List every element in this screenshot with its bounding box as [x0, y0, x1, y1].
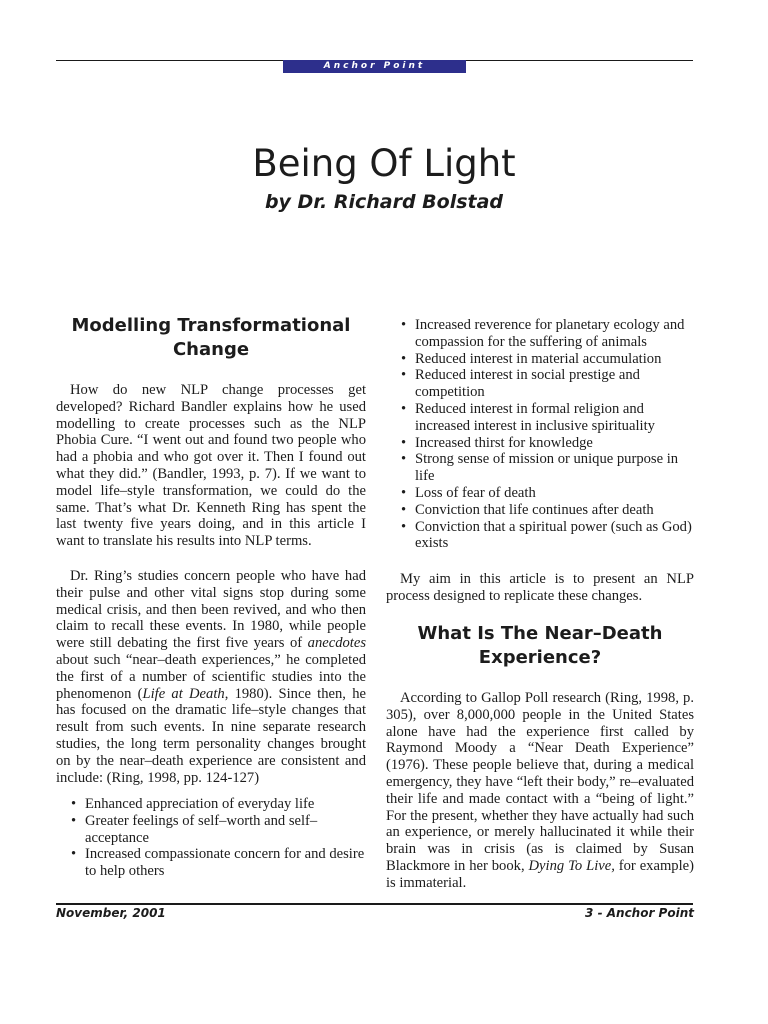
right-paragraph-near-death	[386, 690, 694, 892]
list-item-text: Increased reverence for planetary ecology and compassion for the suffering of animals	[415, 317, 685, 350]
paragraph2-part-a: Dr. Ring’s studies concern people who have had their pulse and other vital signs stop during some medical crisis, and then been revived, and who then claim to recall these events. In 1980, while people were still debating the first five years of	[56, 568, 366, 652]
near-death-paragraph-part-b: for example) is immaterial.	[386, 857, 694, 891]
list-item	[70, 813, 366, 847]
left-paragraph-2	[56, 568, 366, 786]
near-death-paragraph-part-a: According to Gallop Poll research (Ring, 1998, p. 305), over 8,000,000 people in the United States alone have had the experience first called by Raymond Moody a “Near Death Experience” (1976). These people believe that, during a medical emergency, they have “left their body,” re–evaluated their life and made contact with a “being of light.” For the present, whether they have actually had such an experience, or merely hallucinated it while their brain was in crisis (as is claimed by Susan Blackmore in her book,	[386, 690, 694, 874]
list-item-text: Reduced interest in social prestige and competition	[415, 367, 640, 401]
right-bullet-list	[400, 317, 694, 552]
bullet-icon: •	[401, 501, 407, 518]
list-item-text: Increased compassionate concern for and desire to help others	[85, 846, 365, 880]
list-item	[400, 485, 694, 502]
footer-rule	[56, 903, 693, 905]
footer-page-label: 3 - Anchor Point	[585, 906, 694, 920]
bullet-icon: •	[401, 484, 407, 501]
right-section-heading: What Is The Near–Death Experience?	[417, 623, 663, 668]
list-item	[400, 317, 694, 351]
list-item	[400, 451, 694, 485]
list-item-text: Increased thirst for knowledge	[415, 434, 593, 451]
list-item	[70, 796, 366, 813]
list-item	[400, 367, 694, 401]
list-item-text: Conviction that a spiritual power (such as God) exists	[415, 518, 692, 552]
list-item	[400, 401, 694, 435]
paragraph2-book-life-at-death: Life at Death	[142, 685, 225, 702]
list-item	[400, 435, 694, 452]
list-item-text: Reduced interest in material accumulation	[415, 350, 662, 367]
list-item-text: Greater feelings of self–worth and self–acceptance	[85, 812, 318, 846]
bullet-icon: •	[401, 518, 407, 535]
paragraph2-anecdotes: anecdotes	[307, 635, 366, 652]
list-item-text: Enhanced appreciation of everyday life	[85, 796, 315, 812]
list-item-text: Reduced interest in formal religion and increased interest in inclusive spirituality	[415, 400, 655, 434]
bullet-icon: •	[401, 400, 407, 417]
list-item-text: Conviction that life continues after death	[415, 501, 654, 518]
right-aim-paragraph: My aim in this article is to present an NLP process designed to replicate these changes.	[386, 571, 694, 604]
bullet-icon: •	[401, 367, 407, 384]
bullet-icon: •	[71, 812, 77, 829]
bullet-icon: •	[401, 317, 407, 333]
bullet-icon: •	[71, 796, 77, 812]
footer-date: November, 2001	[56, 906, 166, 920]
list-item-text: Loss of fear of death	[415, 484, 536, 501]
paragraph2-part-c: , 1980). Since then, he has focused on the dramatic life–style changes that result from such events. In nine separate research studies, the long term personality changes brought on by the near–death experience are consistent and include: (Ring, 1998, pp. 124-127)	[56, 685, 366, 786]
bullet-icon: •	[401, 350, 407, 367]
article-title: Being Of Light	[252, 142, 516, 185]
list-item	[70, 846, 366, 880]
list-item-text: Strong sense of mission or unique purpose in life	[415, 451, 679, 485]
bullet-icon: •	[401, 451, 407, 468]
book-title-dying-to-live: Dying To Live,	[528, 857, 615, 874]
bullet-icon: •	[401, 434, 407, 451]
article-byline: by Dr. Richard Bolstad	[264, 191, 504, 213]
left-section-heading: Modelling Transformational Change	[71, 315, 351, 360]
list-item	[400, 351, 694, 368]
left-paragraph-1: How do new NLP change processes get developed? Richard Bandler explains how he used modelling to create processes such as the NLP Phobia Cure. “I went out and found two people who had a phobia and who got over it. Then I found out what they did.” (Bandler, 1993, p. 7). If we want to model life–style transformation, we could do the same. That’s what Dr. Kenneth Ring has spent the last twenty five years doing, and in this article I want to translate his results into NLP terms.	[56, 382, 366, 550]
list-item	[400, 519, 694, 553]
bullet-icon: •	[71, 846, 77, 863]
list-item	[400, 502, 694, 519]
left-bullet-list	[70, 796, 366, 880]
paragraph2-part-b: about such “near–death experiences,” he completed the first of a number of scientific studies into the phenomenon (	[56, 651, 366, 702]
publication-badge: Anchor Point	[283, 60, 466, 73]
